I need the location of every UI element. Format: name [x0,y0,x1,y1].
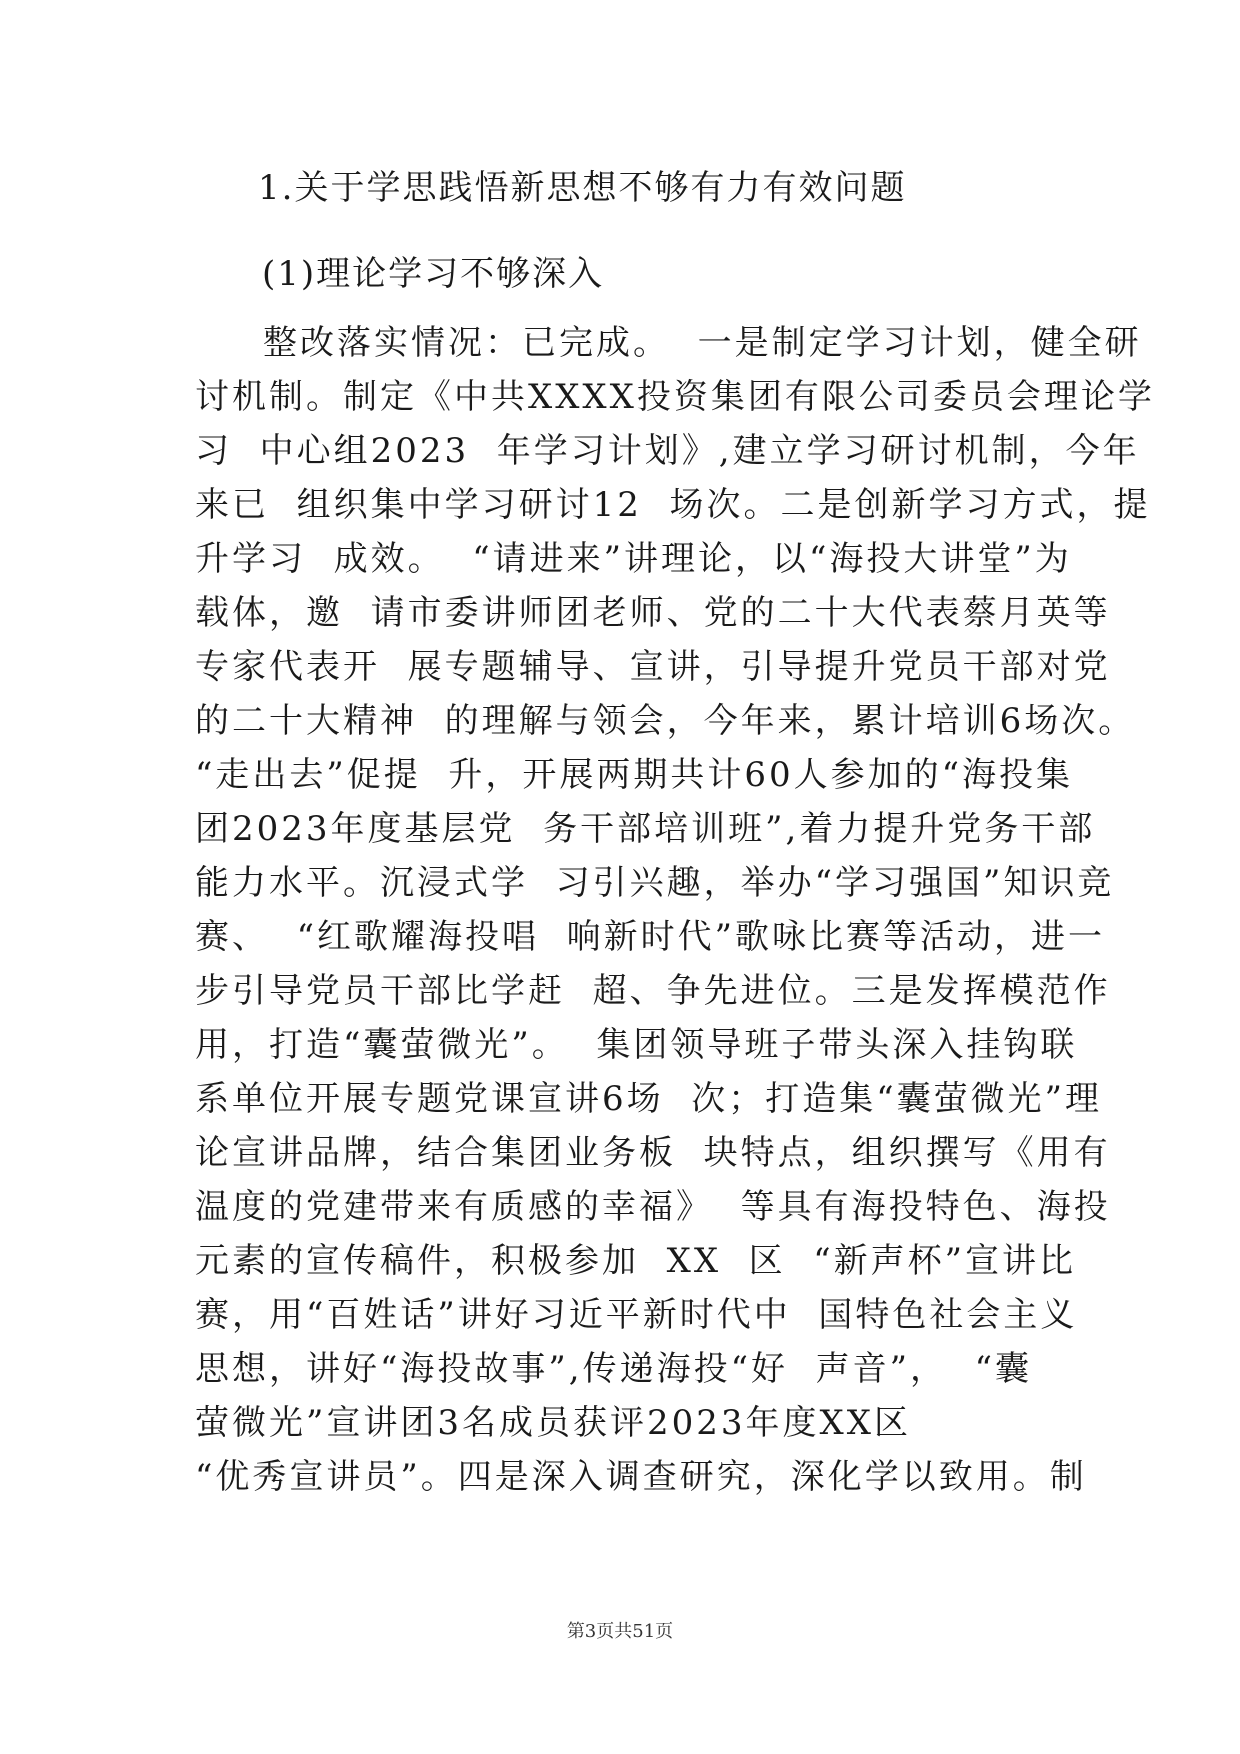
body-line: 步引导党员干部比学赶 超、争先进位。三是发挥模范作 [195,971,1111,1011]
body-line: 能力水平。沉浸式学 习引兴趣，举办“学习强国”知识竞 [195,863,1115,903]
subsection-heading: (1)理论学习不够深入 [262,254,605,294]
body-line: 来已 组织集中学习研讨12 场次。二是创新学习方式，提 [195,485,1151,525]
body-line: “优秀宣讲员”。四是深入调查研究，深化学以致用。制 [195,1457,1087,1497]
body-line: 升学习 成效。 “请进来”讲理论，以“海投大讲堂”为 [195,539,1072,579]
body-line: 整改落实情况：已完成。 一是制定学习计划，健全研 [263,323,1142,363]
section-heading: 1.关于学思践悟新思想不够有力有效问题 [258,168,907,208]
body-line: 思想，讲好“海投故事”,传递海投“好 声音”， “囊 [195,1349,1032,1389]
body-line: 温度的党建带来有质感的幸福》 等具有海投特色、海投 [195,1187,1111,1227]
body-line: 习 中心组2023 年学习计划》,建立学习研讨机制，今年 [195,431,1140,471]
body-line: 用，打造“囊萤微光”。 集团领导班子带头深入挂钩联 [195,1025,1078,1065]
body-line: 载体，邀 请市委讲师团老师、党的二十大代表蔡月英等 [195,593,1111,633]
body-line: 专家代表开 展专题辅导、宣讲，引导提升党员干部对党 [195,647,1111,687]
body-line: “走出去”促提 升，开展两期共计60人参加的“海投集 [195,755,1074,795]
page-number-footer: 第3页共51页 [566,1621,674,1642]
body-line: 赛、 “红歌耀海投唱 响新时代”歌咏比赛等活动，进一 [195,917,1105,957]
body-line: 系单位开展专题党课宣讲6场 次；打造集“囊萤微光”理 [195,1079,1103,1119]
body-line: 的二十大精神 的理解与领会，今年来，累计培训6场次。 [195,701,1136,741]
body-line: 讨机制。制定《中共XXXX投资集团有限公司委员会理论学 [195,377,1155,417]
body-line: 论宣讲品牌，结合集团业务板 块特点，组织撰写《用有 [195,1133,1111,1173]
body-paragraph [195,316,1155,1504]
body-line: 赛，用“百姓话”讲好习近平新时代中 国特色社会主义 [195,1295,1078,1335]
body-line: 萤微光”宣讲团3名成员获评2023年度XX区 [195,1403,911,1443]
body-line: 团2023年度基层党 务干部培训班”,着力提升党务干部 [195,809,1096,849]
body-line: 元素的宣传稿件，积极参加 XX 区 “新声杯”宣讲比 [195,1241,1077,1281]
